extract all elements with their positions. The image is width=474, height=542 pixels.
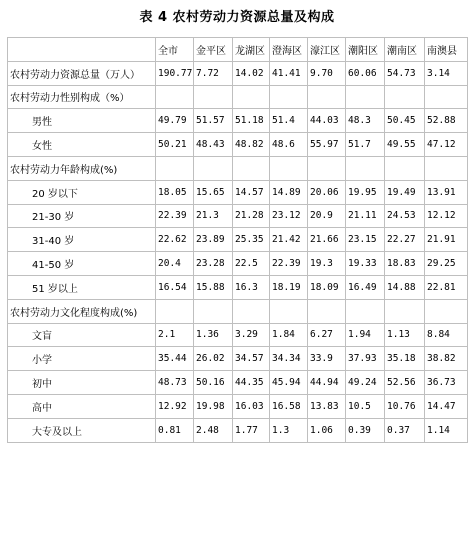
table-cell: [194, 299, 233, 323]
table-row: [8, 347, 468, 371]
row-label: 51 岁以上: [8, 275, 156, 299]
table-cell: 23.89: [194, 228, 233, 252]
table-cell: 18.83: [385, 252, 425, 276]
row-label: 41-50 岁: [8, 252, 156, 276]
table-cell: [346, 156, 385, 180]
table-cell: 34.34: [270, 347, 308, 371]
table-cell: 1.06: [308, 418, 346, 442]
table-cell: 49.79: [156, 109, 194, 133]
column-header: 龙湖区: [233, 38, 270, 62]
table-cell: 50.45: [385, 109, 425, 133]
table-cell: 21.66: [308, 228, 346, 252]
table-cell: 52.56: [385, 371, 425, 395]
table-cell: [385, 85, 425, 109]
table-cell: 22.62: [156, 228, 194, 252]
table-cell: 21.11: [346, 204, 385, 228]
table-cell: [194, 85, 233, 109]
table-cell: 19.49: [385, 180, 425, 204]
table-cell: 10.76: [385, 394, 425, 418]
table-cell: [308, 85, 346, 109]
table-row: [8, 275, 468, 299]
table-cell: 41.41: [270, 61, 308, 85]
table-cell: 50.21: [156, 133, 194, 157]
table-cell: 20.4: [156, 252, 194, 276]
table-cell: [233, 156, 270, 180]
row-label: 男性: [8, 109, 156, 133]
table-cell: 33.9: [308, 347, 346, 371]
table-cell: 16.49: [346, 275, 385, 299]
table-cell: 0.39: [346, 418, 385, 442]
table-cell: 22.27: [385, 228, 425, 252]
table-cell: 2.1: [156, 323, 194, 347]
row-label: 农村劳动力性别构成（%）: [8, 85, 156, 109]
table-cell: 19.33: [346, 252, 385, 276]
table-cell: 1.3: [270, 418, 308, 442]
table-cell: 18.05: [156, 180, 194, 204]
table-cell: [156, 156, 194, 180]
row-label: 农村劳动力文化程度构成(%): [8, 299, 156, 323]
table-cell: 45.94: [270, 371, 308, 395]
table-cell: 18.09: [308, 275, 346, 299]
table-cell: [270, 85, 308, 109]
row-label: 初中: [8, 371, 156, 395]
table-row: [8, 418, 468, 442]
column-header: 全市: [156, 38, 194, 62]
table-cell: 22.39: [156, 204, 194, 228]
header-corner-cell: [8, 38, 156, 62]
table-cell: [156, 85, 194, 109]
table-cell: 23.28: [194, 252, 233, 276]
table-row: [8, 252, 468, 276]
table-cell: [308, 156, 346, 180]
table-cell: 13.91: [425, 180, 468, 204]
table-row: [8, 109, 468, 133]
table-cell: 49.55: [385, 133, 425, 157]
row-label: 大专及以上: [8, 418, 156, 442]
table-cell: 6.27: [308, 323, 346, 347]
table-cell: 47.12: [425, 133, 468, 157]
table-cell: 51.4: [270, 109, 308, 133]
table-cell: 25.35: [233, 228, 270, 252]
table-cell: 8.84: [425, 323, 468, 347]
table-cell: 50.16: [194, 371, 233, 395]
table-cell: 48.73: [156, 371, 194, 395]
table-cell: 15.65: [194, 180, 233, 204]
section-row: [8, 61, 468, 85]
table-cell: 44.03: [308, 109, 346, 133]
table-cell: 16.03: [233, 394, 270, 418]
table-cell: 22.81: [425, 275, 468, 299]
row-label: 女性: [8, 133, 156, 157]
table-cell: 36.73: [425, 371, 468, 395]
table-cell: 14.88: [385, 275, 425, 299]
table-row: [8, 133, 468, 157]
table-cell: 16.3: [233, 275, 270, 299]
section-row: [8, 156, 468, 180]
header-row: [8, 38, 468, 62]
table-cell: 9.70: [308, 61, 346, 85]
table-cell: 20.9: [308, 204, 346, 228]
table-cell: 1.84: [270, 323, 308, 347]
table-cell: 16.58: [270, 394, 308, 418]
table-cell: 16.54: [156, 275, 194, 299]
table-cell: 13.83: [308, 394, 346, 418]
table-cell: 21.28: [233, 204, 270, 228]
table-cell: 3.29: [233, 323, 270, 347]
row-label: 31-40 岁: [8, 228, 156, 252]
table-cell: [270, 156, 308, 180]
table-cell: 19.3: [308, 252, 346, 276]
table-cell: 48.43: [194, 133, 233, 157]
table-cell: 48.6: [270, 133, 308, 157]
table-row: [8, 228, 468, 252]
table-cell: 44.35: [233, 371, 270, 395]
table-cell: 52.88: [425, 109, 468, 133]
table-cell: 14.57: [233, 180, 270, 204]
row-label: 文盲: [8, 323, 156, 347]
table-cell: 7.72: [194, 61, 233, 85]
table-cell: 0.81: [156, 418, 194, 442]
table-cell: 51.7: [346, 133, 385, 157]
table-cell: 2.48: [194, 418, 233, 442]
table-cell: 21.3: [194, 204, 233, 228]
table-cell: 51.57: [194, 109, 233, 133]
table-cell: 21.91: [425, 228, 468, 252]
table-cell: 51.18: [233, 109, 270, 133]
table-cell: [346, 299, 385, 323]
table-cell: 15.88: [194, 275, 233, 299]
table-cell: 35.44: [156, 347, 194, 371]
column-header: 潮阳区: [346, 38, 385, 62]
table-row: [8, 180, 468, 204]
table-title: 表 4 农村劳动力资源总量及构成: [139, 10, 335, 25]
table-cell: [156, 299, 194, 323]
section-row: [8, 85, 468, 109]
data-table: [7, 37, 468, 443]
table-cell: 44.94: [308, 371, 346, 395]
table-cell: [233, 85, 270, 109]
row-label: 小学: [8, 347, 156, 371]
table-cell: 1.13: [385, 323, 425, 347]
table-cell: 19.98: [194, 394, 233, 418]
table-cell: [425, 85, 468, 109]
row-label: 高中: [8, 394, 156, 418]
table-cell: 29.25: [425, 252, 468, 276]
table-cell: 19.95: [346, 180, 385, 204]
table-cell: 14.02: [233, 61, 270, 85]
table-cell: 60.06: [346, 61, 385, 85]
row-label: 20 岁以下: [8, 180, 156, 204]
table-cell: [346, 85, 385, 109]
table-cell: [385, 299, 425, 323]
table-row: [8, 394, 468, 418]
table-cell: [308, 299, 346, 323]
row-label: 农村劳动力资源总量（万人）: [8, 61, 156, 85]
table-cell: 14.47: [425, 394, 468, 418]
column-header: 南澳县: [425, 38, 468, 62]
table-cell: 22.39: [270, 252, 308, 276]
table-cell: [425, 156, 468, 180]
table-cell: 48.82: [233, 133, 270, 157]
table-row: [8, 204, 468, 228]
table-cell: 1.14: [425, 418, 468, 442]
table-cell: [385, 156, 425, 180]
column-header: 金平区: [194, 38, 233, 62]
table-cell: 190.77: [156, 61, 194, 85]
section-row: [8, 299, 468, 323]
table-cell: 54.73: [385, 61, 425, 85]
table-cell: 20.06: [308, 180, 346, 204]
table-cell: 1.77: [233, 418, 270, 442]
table-cell: [194, 156, 233, 180]
table-cell: 10.5: [346, 394, 385, 418]
table-cell: 38.82: [425, 347, 468, 371]
table-cell: 23.12: [270, 204, 308, 228]
table-cell: 24.53: [385, 204, 425, 228]
table-cell: 23.15: [346, 228, 385, 252]
table-cell: 14.89: [270, 180, 308, 204]
table-cell: [270, 299, 308, 323]
table-cell: 49.24: [346, 371, 385, 395]
column-header: 濠江区: [308, 38, 346, 62]
table-cell: 12.92: [156, 394, 194, 418]
table-cell: 21.42: [270, 228, 308, 252]
column-header: 澄海区: [270, 38, 308, 62]
table-cell: 1.94: [346, 323, 385, 347]
table-cell: [425, 299, 468, 323]
row-label: 21-30 岁: [8, 204, 156, 228]
row-label: 农村劳动力年龄构成(%): [8, 156, 156, 180]
table-row: [8, 323, 468, 347]
table-cell: 18.19: [270, 275, 308, 299]
table-cell: 48.3: [346, 109, 385, 133]
table-cell: 22.5: [233, 252, 270, 276]
table-cell: 37.93: [346, 347, 385, 371]
table-cell: 0.37: [385, 418, 425, 442]
table-cell: 35.18: [385, 347, 425, 371]
table-cell: 55.97: [308, 133, 346, 157]
table-cell: 1.36: [194, 323, 233, 347]
table-cell: 34.57: [233, 347, 270, 371]
column-header: 潮南区: [385, 38, 425, 62]
table-row: [8, 371, 468, 395]
table-cell: 12.12: [425, 204, 468, 228]
table-cell: 26.02: [194, 347, 233, 371]
table-cell: 3.14: [425, 61, 468, 85]
table-cell: [233, 299, 270, 323]
